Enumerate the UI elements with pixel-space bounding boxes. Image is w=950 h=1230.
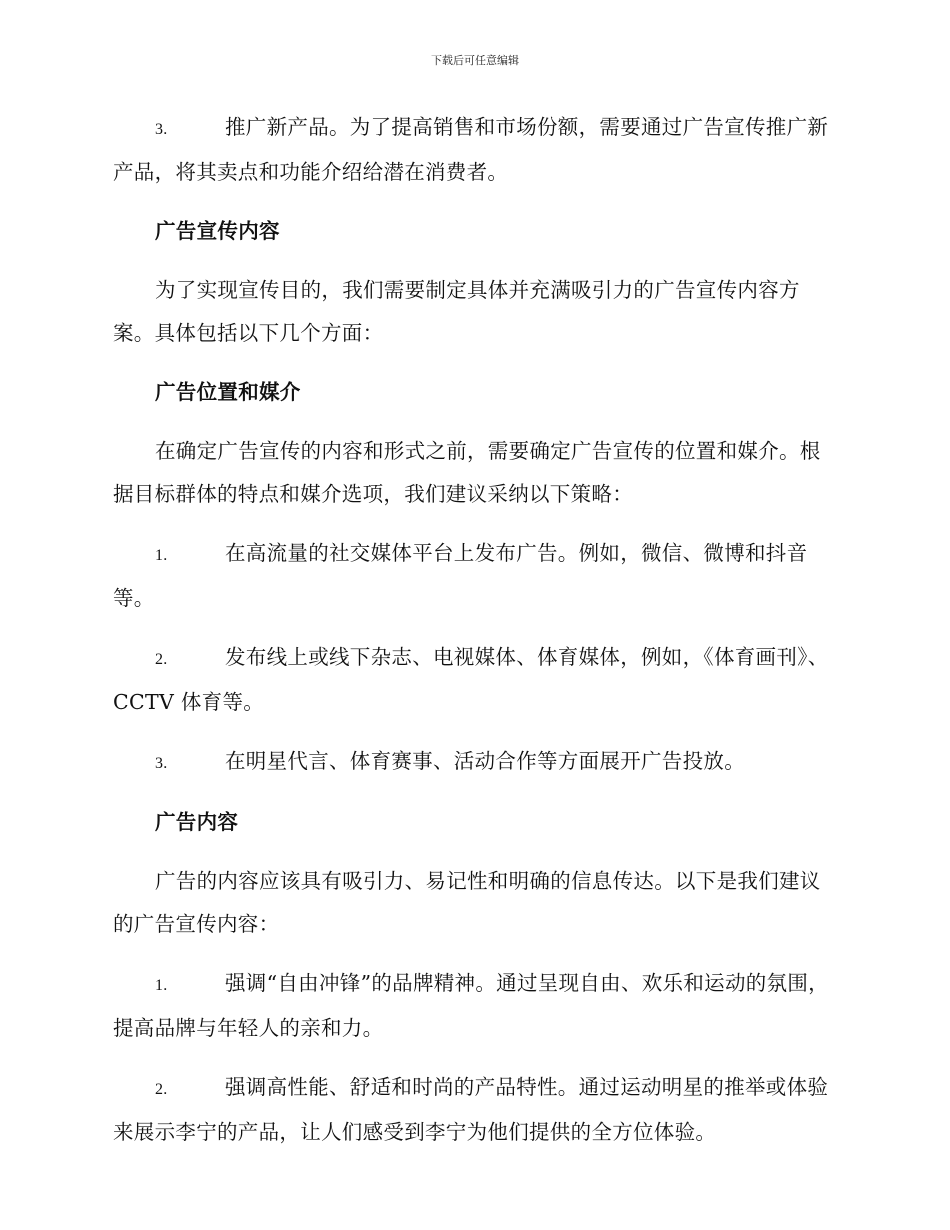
section-heading-ad-placement: 广告位置和媒介 xyxy=(155,380,301,404)
list-number: 3. xyxy=(155,755,168,772)
paragraph: 在确定广告宣传的内容和形式之前，需要确定广告宣传的位置和媒介。根据目标群体的特点和媒介选项，我们建议采纳以下策略： xyxy=(113,439,821,506)
page-header: 下载后可任意编辑 xyxy=(431,54,519,67)
list-item-text: 强调高性能、舒适和时尚的产品特性。通过运动明星的推举或体验来展示李宁的产品，让人们感受到李宁为他们提供的全方位体验。 xyxy=(113,1075,829,1144)
document-body xyxy=(113,106,835,1170)
list-item xyxy=(113,106,835,194)
paragraph: 为了实现宣传目的，我们需要制定具体并充满吸引力的广告宣传内容方案。具体包括以下几个方面： xyxy=(113,278,800,345)
list-number: 2. xyxy=(155,1081,168,1098)
list-item-text: 强调“自由冲锋”的品牌精神。通过呈现自由、欢乐和运动的氛围，提高品牌与年轻人的亲和力。 xyxy=(113,971,829,1040)
list-number: 1. xyxy=(155,977,168,994)
list-item-text: 推广新产品。为了提高销售和市场份额，需要通过广告宣传推广新产品，将其卖点和功能介绍给潜在消费者。 xyxy=(113,115,829,184)
list-item xyxy=(113,1066,835,1154)
paragraph: 广告的内容应该具有吸引力、易记性和明确的信息传达。以下是我们建议的广告宣传内容： xyxy=(113,869,821,936)
list-item xyxy=(113,532,835,620)
list-item xyxy=(113,962,835,1050)
section-heading-ad-content: 广告宣传内容 xyxy=(155,219,280,243)
section-heading-ad-body: 广告内容 xyxy=(155,810,239,834)
list-item xyxy=(113,636,835,724)
list-number: 2. xyxy=(155,651,168,668)
list-item xyxy=(113,740,835,785)
list-number: 3. xyxy=(155,121,168,138)
list-number: 1. xyxy=(155,547,168,564)
list-item-text: 在高流量的社交媒体平台上发布广告。例如，微信、微博和抖音等。 xyxy=(113,541,808,610)
list-item-text: 发布线上或线下杂志、电视媒体、体育媒体，例如，《体育画刊》、CCTV 体育等。 xyxy=(113,645,829,714)
list-item-text: 在明星代言、体育赛事、活动合作等方面展开广告投放。 xyxy=(225,749,745,773)
